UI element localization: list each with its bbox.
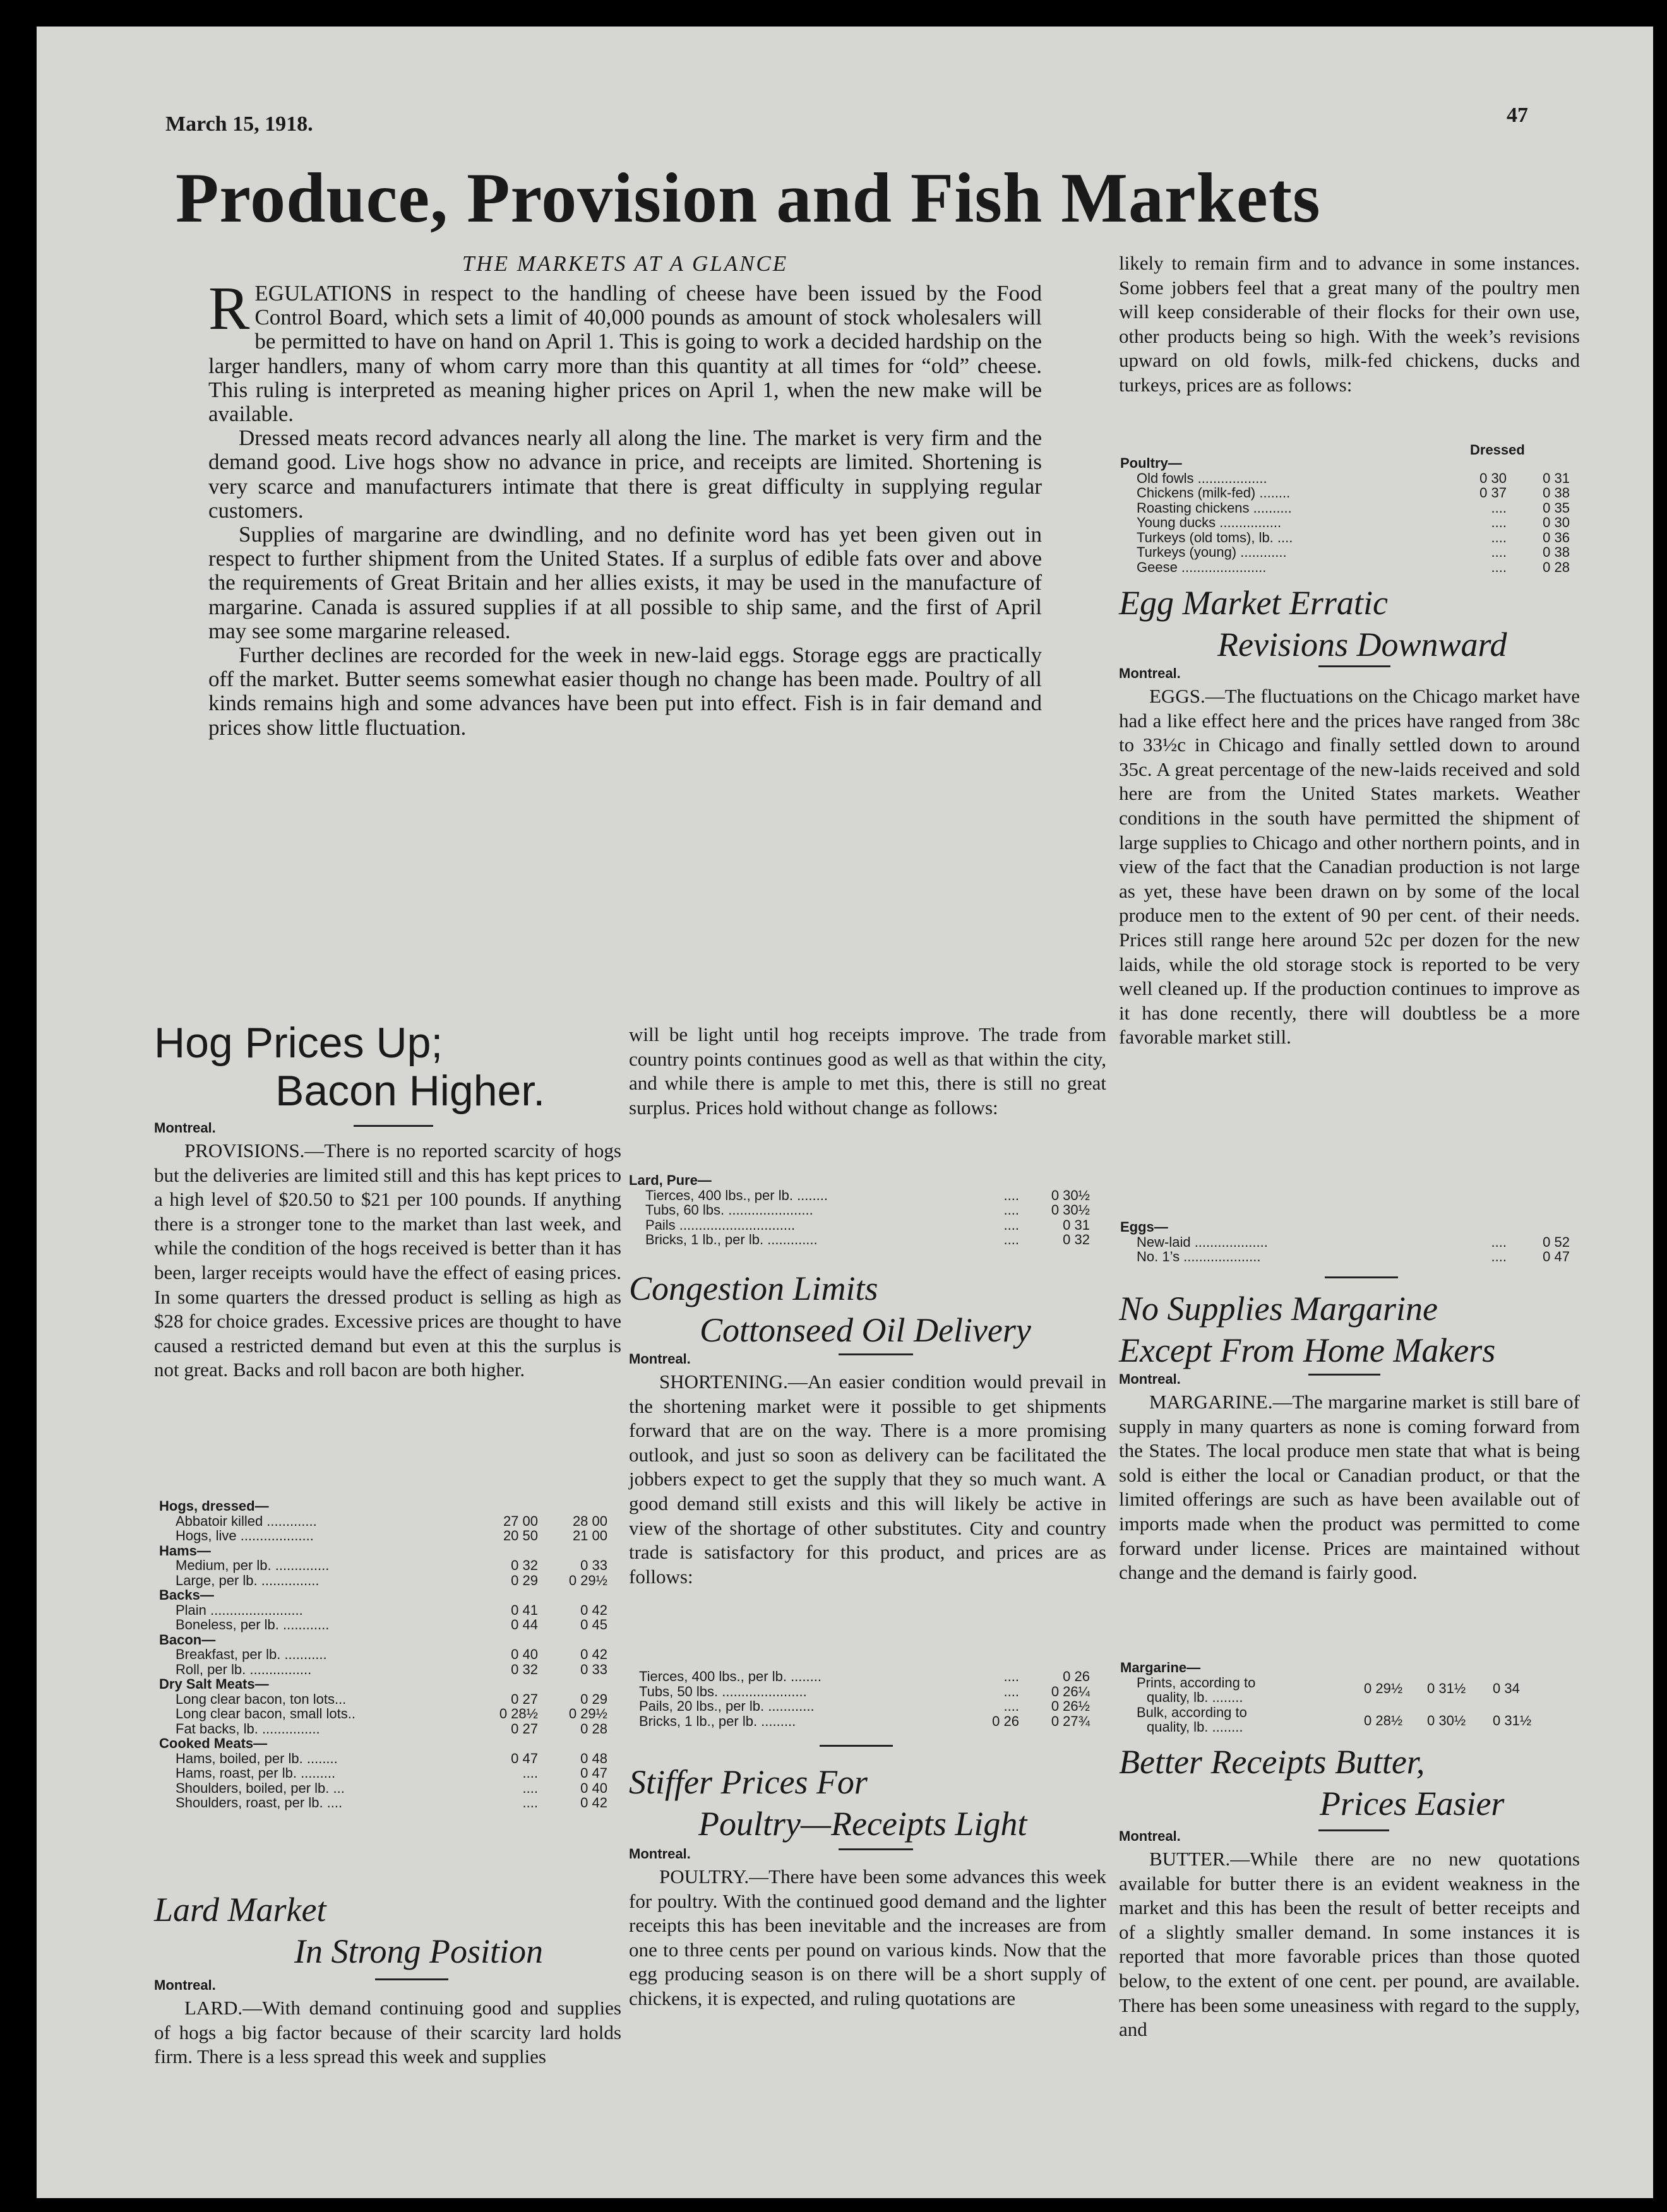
price-item-label: Fat backs, lb. ............... [176, 1720, 320, 1737]
hog-headline-2: Bacon Higher. [275, 1067, 546, 1115]
price-value: 0 28½ [499, 1706, 538, 1721]
price-item-label: Abbatoir killed ............. [176, 1513, 317, 1529]
price-row [629, 1699, 1095, 1714]
shortening-headline-2: Cottonseed Oil Delivery [700, 1311, 1031, 1349]
price-value: 0 27 [511, 1691, 538, 1707]
price-item-label: Medium, per lb. .............. [176, 1557, 330, 1573]
price-value: .... [1003, 1216, 1019, 1233]
price-category: Hogs, dressed— [159, 1498, 269, 1514]
price-row [159, 1751, 614, 1766]
lard-dateline: Montreal. [154, 1977, 216, 1993]
price-value: .... [1003, 1232, 1019, 1247]
price-item-label: Bricks, 1 lb., per lb. ............. [645, 1232, 818, 1247]
price-value: 0 35 [1543, 499, 1570, 516]
price-row [629, 1684, 1095, 1699]
margarine-headline-1: No Supplies Margarine [1119, 1290, 1438, 1328]
price-row [159, 1543, 614, 1559]
price-category: Lard, Pure— [629, 1172, 712, 1188]
poultry-body: POULTRY.—There have been some advances this week for poultry. With the continued good demand and the lighter receipts this has been inevitable and the increases are from one to three cents per pound on various kinds. Now that the egg producing season is on there will be a short supply of chickens, it is expected, and ruling quotations are [629, 1865, 1106, 2009]
glance-paragraph-4: Further declines are recorded for the week in new-laid eggs. Storage eggs are practically off the market. Butter seems somewhat easier though no change has been made. Poultry of all kinds remains high and some advances have been put into effect. Fish is in fair demand and prices show little fluctuation. [208, 643, 1042, 740]
shortening-rule [839, 1353, 913, 1355]
price-value: .... [1491, 544, 1507, 560]
price-value: .... [1491, 559, 1507, 575]
price-value: 0 42 [580, 1602, 607, 1618]
price-row [159, 1692, 614, 1707]
price-value: 0 27¾ [1051, 1713, 1090, 1729]
dressed-column-header: Dressed [1470, 442, 1525, 458]
price-item-label: Breakfast, per lb. ........... [176, 1646, 327, 1662]
eggs-rule [1318, 665, 1390, 667]
glance-paragraph-1: REGULATIONS in respect to the handling of cheese have been issued by the Food Control Board, which sets a limit of 40,000 pounds as amount of stock wholesalers will be permitted to have on hand on April 1. This is going to work a decided hardship on the larger handlers, many of whom carry more than this quantity at all times for “old” cheese. This ruling is interpreted as meaning higher prices on April 1, when the new make will be available. [208, 275, 1042, 427]
price-item-label: Young ducks ................ [1137, 514, 1282, 530]
price-row [629, 1188, 1095, 1203]
lard-rule [375, 1978, 448, 1980]
price-category: Dry Salt Meats— [159, 1676, 269, 1692]
price-value: 0 29 [511, 1572, 538, 1588]
lard-headline-1: Lard Market [154, 1891, 326, 1929]
price-value: .... [1491, 529, 1507, 545]
price-row [159, 1528, 614, 1543]
eggs-price-table [1120, 1220, 1576, 1264]
poultry-price-table [1120, 456, 1576, 574]
lard-headline-2: In Strong Position [294, 1932, 544, 1970]
price-item-label: Shoulders, boiled, per lb. ... [176, 1780, 345, 1796]
price-value: 20 50 [503, 1528, 538, 1543]
price-category: Bacon— [159, 1631, 216, 1648]
price-item-label: Tubs, 50 lbs. ...................... [639, 1683, 807, 1699]
price-category: Eggs— [1120, 1219, 1168, 1235]
margarine-price: 0 29½ [1364, 1680, 1403, 1696]
price-row [159, 1573, 614, 1588]
price-item-label: No. 1’s .................... [1137, 1249, 1261, 1264]
poultry-headline-2: Poultry—Receipts Light [698, 1805, 1027, 1843]
butter-headline-1: Better Receipts Butter, [1119, 1743, 1425, 1781]
price-item-label: Long clear bacon, small lots.. [176, 1706, 356, 1721]
price-row [1120, 1249, 1576, 1264]
price-row [1120, 1235, 1576, 1250]
price-item-label: Hogs, live ................... [176, 1528, 314, 1543]
price-row [629, 1232, 1095, 1247]
price-row [1120, 1220, 1576, 1235]
price-value: 0 47 [1543, 1249, 1570, 1264]
price-row [1120, 471, 1576, 486]
price-category: Hams— [159, 1542, 211, 1559]
price-item-label: Tierces, 400 lbs., per lb. ........ [639, 1668, 822, 1684]
price-row [1120, 530, 1576, 545]
margarine-row-label: quality, lb. ........ [1147, 1689, 1243, 1705]
margarine-dateline: Montreal. [1119, 1371, 1181, 1387]
margarine-price: 0 34 [1493, 1680, 1520, 1696]
lard-continued [629, 1023, 1106, 1120]
price-value: 0 38 [1543, 544, 1570, 560]
price-item-label: Boneless, per lb. ............ [176, 1617, 330, 1632]
price-value: 0 32 [511, 1661, 538, 1677]
price-value: .... [522, 1780, 538, 1796]
price-value: 0 42 [580, 1646, 607, 1662]
price-value: .... [522, 1765, 538, 1781]
price-value: 0 48 [580, 1750, 607, 1766]
price-value: 0 44 [511, 1617, 538, 1632]
price-value: 0 37 [1479, 485, 1507, 501]
price-item-label: Roll, per lb. ................ [176, 1661, 312, 1677]
price-value: 0 32 [511, 1557, 538, 1573]
page-title: Produce, Provision and Fish Markets [176, 159, 1321, 237]
margarine-price: 0 28½ [1364, 1713, 1403, 1728]
price-row [159, 1677, 614, 1692]
price-row [159, 1617, 614, 1632]
price-item-label: Roasting chickens .......... [1137, 499, 1292, 516]
price-item-label: Pails, 20 lbs., per lb. ............ [639, 1698, 815, 1714]
price-value: 0 29½ [568, 1572, 607, 1588]
price-item-label: Chickens (milk-fed) ........ [1137, 485, 1291, 501]
price-value: 0 26¼ [1051, 1683, 1090, 1699]
price-row [1120, 485, 1576, 501]
price-value: 0 47 [511, 1750, 538, 1766]
price-value: 0 27 [511, 1720, 538, 1737]
price-item-label: Hams, boiled, per lb. ........ [176, 1750, 338, 1766]
butter-headline-2: Prices Easier [1320, 1785, 1505, 1823]
lard-body-continued: will be light until hog receipts improve. The trade from country points continues good as well as that within the city, and while there is ample to met this, there is still no great surplus. Prices hold without change as follows: [629, 1023, 1106, 1119]
price-row [629, 1669, 1095, 1684]
hog-dateline: Montreal. [154, 1120, 216, 1136]
price-value: 0 33 [580, 1661, 607, 1677]
price-row [629, 1203, 1095, 1218]
column-3-divider [1325, 1276, 1398, 1278]
drop-cap: R [208, 275, 250, 343]
price-value: 0 30½ [1051, 1202, 1090, 1218]
price-value: 0 30 [1479, 470, 1507, 486]
price-row [629, 1173, 1095, 1188]
hog-article [154, 1019, 621, 1382]
eggs-body: EGGS.—The fluctuations on the Chicago market have had a like effect here and the prices have ranged from 38c to 33½c in Chicago and finally settled down to around 35c. A great percentage of the new-laids received and sold here are from the United States markets. Weather conditions in the south have permitted the shipment of large supplies to Chicago and other northern points, and in view of the fact that the Canadian production is not large as yet, these have been drawn on by some of the local produce men to the extent of 90 per cent. of their needs. Prices still range here around 52c per dozen for the new laids, while the old storage stock is reported to be very well cleaned up. If the production continues to improve as it has done recently, there will doubtless be a more favorable market still. [1119, 685, 1580, 1049]
price-row [629, 1714, 1095, 1729]
lard-body: LARD.—With demand continuing good and supplies of hogs a big factor because of their scarcity lard holds firm. There is a less spread this week and supplies [154, 1997, 621, 2068]
eggs-dateline: Montreal. [1119, 665, 1181, 681]
hog-price-table [159, 1499, 614, 1811]
price-value: .... [1003, 1683, 1019, 1699]
shortening-article [629, 1268, 1106, 1589]
poultry-body-continued: likely to remain firm and to advance in some instances. Some jobbers feel that a great many of the poultry men will keep considerable of their flocks for their own use, other products being so high. With the week’s revisions upward on old fowls, milk-fed chickens, ducks and turkeys, prices are as follows: [1119, 252, 1580, 396]
price-value: 0 31 [1063, 1216, 1090, 1233]
margarine-row-label: quality, lb. ........ [1147, 1719, 1243, 1735]
price-row [159, 1632, 614, 1648]
price-value: 0 42 [580, 1795, 607, 1811]
price-category: Poultry— [1120, 455, 1182, 471]
price-row [1120, 501, 1576, 516]
price-value: .... [1491, 514, 1507, 530]
price-row [159, 1662, 614, 1677]
price-value: 0 31 [1543, 470, 1570, 486]
shortening-body: SHORTENING.—An easier condition would prevail in the shortening market were it possible to get shipments forward that are on the way. There is a more promising outlook, and just so soon as delivery can be facilitated the jobbers expect to get the supply that they so much want. A good demand still exists and this will likely be active in view of the shortage of other substitutes. City and country trade is satisfactory for this product, and prices are as follows: [629, 1371, 1106, 1588]
column-2-divider [820, 1745, 893, 1747]
price-value: .... [1003, 1187, 1019, 1203]
margarine-price-table [1120, 1660, 1576, 1735]
eggs-article [1119, 582, 1580, 1050]
margarine-rule [1308, 1374, 1380, 1376]
price-value: 0 45 [580, 1617, 607, 1632]
price-row [1120, 456, 1576, 471]
price-item-label: Tierces, 400 lbs., per lb. ........ [645, 1187, 828, 1203]
price-item-label: Turkeys (young) ............ [1137, 544, 1287, 560]
margarine-article [1119, 1288, 1580, 1585]
margarine-price: 0 30½ [1427, 1713, 1466, 1728]
price-item-label: Geese ...................... [1137, 559, 1267, 575]
price-row [159, 1795, 614, 1811]
price-value: .... [1003, 1698, 1019, 1714]
price-value: 27 00 [503, 1513, 538, 1529]
price-item-label: Plain ........................ [176, 1602, 303, 1618]
margarine-headline-2: Except From Home Makers [1119, 1331, 1496, 1369]
price-value: .... [522, 1795, 538, 1811]
price-value: 0 40 [580, 1780, 607, 1796]
poultry-dateline: Montreal. [629, 1846, 691, 1862]
price-category: Cooked Meats— [159, 1735, 268, 1751]
price-value: 0 40 [511, 1646, 538, 1662]
price-row [159, 1499, 614, 1514]
glance-kicker: THE MARKETS AT A GLANCE [462, 251, 789, 276]
page-number: 47 [1507, 104, 1528, 127]
shortening-headline-1: Congestion Limits [629, 1270, 878, 1307]
price-value: 0 38 [1543, 485, 1570, 501]
price-value: 21 00 [572, 1528, 607, 1543]
price-item-label: Pails .............................. [645, 1216, 796, 1233]
margarine-price: 0 31½ [1493, 1713, 1532, 1728]
margarine-row-label: Prints, according to [1137, 1674, 1256, 1691]
price-row [159, 1588, 614, 1603]
price-item-label: Old fowls .................. [1137, 470, 1267, 486]
issue-date: March 15, 1918. [165, 112, 313, 136]
price-row [159, 1514, 614, 1529]
price-row [159, 1603, 614, 1618]
eggs-headline-1: Egg Market Erratic [1119, 584, 1388, 622]
glance-paragraph-2: Dressed meats record advances nearly all along the line. The market is very firm and the demand good. Live hogs show no advance in price, and receipts are limited. Shortening is very scarce and manufacturers intimate that there is great difficulty in supplying regular customers. [208, 425, 1042, 523]
margarine-category: Margarine— [1120, 1660, 1201, 1675]
butter-dateline: Montreal. [1119, 1828, 1181, 1844]
price-row [159, 1766, 614, 1781]
price-item-label: Bricks, 1 lb., per lb. ......... [639, 1713, 796, 1729]
price-row [159, 1647, 614, 1662]
hog-headline-1: Hog Prices Up; [154, 1019, 443, 1067]
butter-article [1119, 1741, 1580, 2042]
poultry-rule [839, 1848, 913, 1850]
margarine-body: MARGARINE.—The margarine market is still bare of supply in many quarters as none is coming forward from the States. The local produce men state that what is being sold is either the local or Canadian product, or that the limited offerings are such as have been available out of imports made when the product was permitted to come forward under license. Prices are maintained without change and the demand is fairly good. [1119, 1391, 1580, 1584]
price-item-label: Long clear bacon, ton lots... [176, 1691, 347, 1707]
magazine-page [37, 27, 1653, 2198]
price-value: 0 26 [992, 1713, 1019, 1729]
price-value: 0 30½ [1051, 1187, 1090, 1203]
poultry-headline-1: Stiffer Prices For [629, 1763, 868, 1801]
price-row [1120, 560, 1576, 575]
glance-paragraph-3: Supplies of margarine are dwindling, and no definite word has yet been given out in respect to further shipment from the United States. If a surplus of edible fats over and above the requirements of Great Britain and her allies exists, it may be used in the manufacture of margarine. Canada is assured supplies if at all possible to ship same, and the first of April may see some margarine released. [208, 522, 1042, 643]
price-item-label: New-laid ................... [1137, 1234, 1268, 1250]
price-value: 0 47 [580, 1765, 607, 1781]
price-value: 0 41 [511, 1602, 538, 1618]
price-value: 0 30 [1543, 514, 1570, 530]
margarine-row-label: Bulk, according to [1137, 1704, 1247, 1720]
price-value: 0 26½ [1051, 1698, 1090, 1714]
price-value: .... [1491, 499, 1507, 516]
hog-rule [354, 1125, 433, 1127]
price-value: 0 52 [1543, 1234, 1570, 1250]
price-value: 0 32 [1063, 1232, 1090, 1247]
price-row [159, 1781, 614, 1796]
eggs-headline-2: Revisions Downward [1217, 626, 1507, 663]
price-item-label: Hams, roast, per lb. ......... [176, 1765, 336, 1781]
poultry-continued [1119, 251, 1580, 398]
margarine-price: 0 31½ [1427, 1680, 1466, 1696]
price-row [159, 1721, 614, 1737]
price-value: 0 29½ [568, 1706, 607, 1721]
poultry-article [629, 1761, 1106, 2011]
price-value: .... [1491, 1249, 1507, 1264]
price-value: .... [1003, 1668, 1019, 1684]
price-value: 0 26 [1063, 1668, 1090, 1684]
price-row [159, 1706, 614, 1721]
price-value: 0 28 [580, 1720, 607, 1737]
price-value: .... [1491, 1234, 1507, 1250]
price-item-label: Shoulders, roast, per lb. .... [176, 1795, 343, 1811]
price-category: Backs— [159, 1587, 214, 1603]
price-item-label: Large, per lb. ............... [176, 1572, 320, 1588]
price-row [629, 1218, 1095, 1233]
butter-rule [1318, 1829, 1389, 1831]
price-value: 0 33 [580, 1557, 607, 1573]
price-row [159, 1736, 614, 1751]
price-row [1120, 545, 1576, 560]
price-value: 0 36 [1543, 529, 1570, 545]
lard-article [154, 1889, 621, 2069]
shortening-price-table [629, 1669, 1095, 1728]
price-value: 0 29 [580, 1691, 607, 1707]
price-item-label: Tubs, 60 lbs. ...................... [645, 1202, 813, 1218]
hog-body: PROVISIONS.—There is no reported scarcity of hogs but the deliveries are limited still and this has kept prices to a high level of $20.50 to $21 per 100 pounds. If anything there is a stronger tone to the market than last week, and while the condition of the hogs received is better than it has been, larger receipts would have the effect of easing prices. In some quarters the dressed product is selling as high as $28 for choice grades. Excessive prices are thought to have caused a restricted demand but even at this the surplus is not great. Backs and roll bacon are both higher. [154, 1139, 621, 1381]
price-value: 28 00 [572, 1513, 607, 1529]
price-row [159, 1558, 614, 1573]
price-row [1120, 515, 1576, 530]
butter-body: BUTTER.—While there are no new quotations available for butter there is an evident weakness in the market and this has been the result of better receipts and of a slightly smaller demand. In some instances it is reported that more favorable prices than those quoted below, to the extent of one cent. per pound, are available. There has been some uneasiness with regard to the supply, and [1119, 1848, 1580, 2041]
price-value: 0 28 [1543, 559, 1570, 575]
glance-section [208, 251, 1042, 740]
shortening-dateline: Montreal. [629, 1351, 691, 1367]
price-item-label: Turkeys (old toms), lb. .... [1137, 529, 1293, 545]
lard-price-table [629, 1173, 1095, 1247]
price-value: .... [1003, 1202, 1019, 1218]
